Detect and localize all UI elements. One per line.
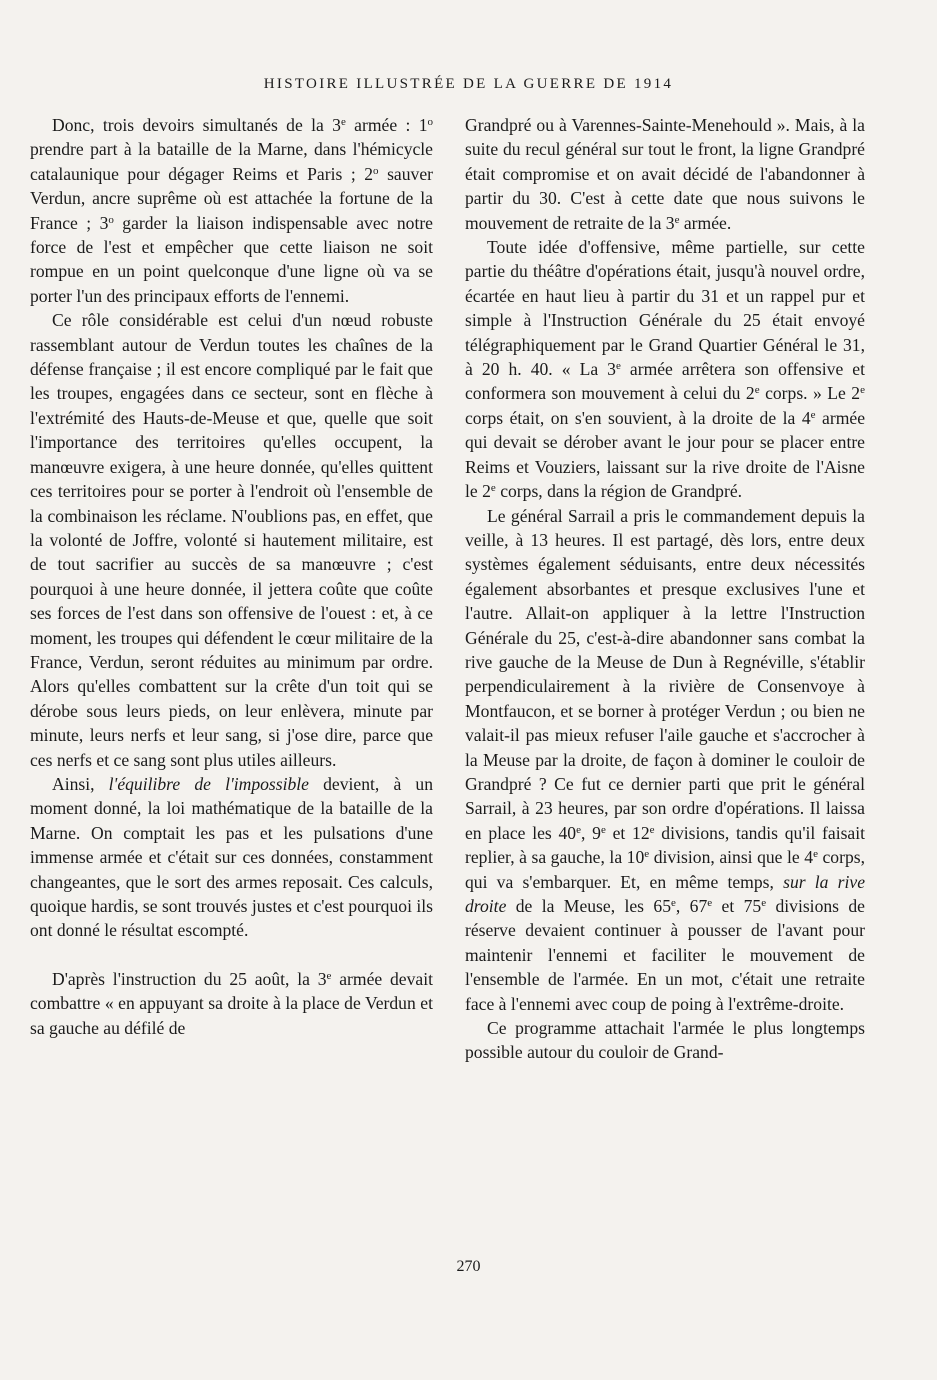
page-number: 270: [456, 1258, 481, 1275]
paragraph-three-duties: Donc, trois devoirs simultanés de la 3e armée : 1$^o$ prendre part à la bataille de la Marne, dans l'hémicycle catalaunique pour dégager Reims et Paris ; 2$^o$ sauver Verdun, ancre suprême où est attachée la fortune de la France ; 3$^o$ garder la liaison indispensable avec notre force de l'est et empêcher que cette liaison ne soit rompue en un point quelconque d'une ligne où va se porter l'un des principaux efforts de l'ennemi.: [30, 115, 434, 306]
paragraph-offensive: Toute idée d'offensive, même partielle, sur cette partie du théâtre d'opérations était, jusqu'à nouvel ordre, écartée en haut lieu à partir du 31 et un rappel pur et simple à l'Instruction Générale du 25 était envoyé télégraphiquement par le Grand Quartier Général le 31, à 20 h. 40. « La 3e armée arrêtera son offensive et conformera son mouvement à celui du 2e corps. » Le 2e corps était, on s'en souvient, à la droite de la 4e armée qui devait se dérober avant le jour pour se placer entre Reims et Vouziers, laissant sur la rive droite de l'Aisne le 2e corps, dans la région de Grandpré.: [465, 237, 865, 502]
right-column: [465, 113, 865, 1065]
paragraph-programme: Ce programme attachait l'armée le plus longtemps possible autour du couloir de Grand-: [465, 1018, 865, 1063]
paragraph-role-verdun: Ce rôle considérable est celui d'un nœud robuste rassemblant autour de Verdun toutes les chaînes de la défense française ; il est encore compliqué par le fait que les troupes, engagées dans ce secteur, sont en flèche à l'extrémité des Hauts-de-Meuse et que, quelle que soit l'importance des territoires qu'elles occupent, la manœuvre exigera, à une heure donnée, qu'elles quittent ces territoires pour se porter à l'endroit où l'ensemble de la combinaison les réclame. N'oublions pas, en effet, que la volonté de Joffre, volonté si hautement militaire, est de tout sacrifier au succès de sa manœuvre ; c'est pourquoi à une heure donnée, il jettera coûte que coûte ses forces de l'est dans son offensive de l'ouest : et, à ce moment, les troupes qui défendent le cœur militaire de la France, Verdun, seront réduites au minimum par ordre. Alors qu'elles combattent sur la crête d'un toit qui se dérobe sous leurs pieds, on leur enlèvera, minute par minute, leurs nerfs et leur sang, si j'ose dire, parce que ces nerfs et ce sang sont plus utiles ailleurs.: [30, 310, 433, 770]
paragraph-equilibrium: Ainsi, l'équilibre de l'impossible devient, à un moment donné, la loi mathématique de la bataille de la Marne. On comptait les pas et les pulsations d'une immense armée et c'était sur ces données, constamment changeantes, que le sort des armes reposait. Ces calculs, quoique hardis, se sont trouvés justes et c'est pourquoi ils ont donné le résultat escompté.: [30, 773, 433, 941]
running-header: HISTOIRE ILLUSTRÉE DE LA GUERRE DE 1914: [263, 76, 674, 92]
paragraph-instruction: D'après l'instruction du 25 août, la 3e armée devait combattre « en appuyant sa droite à la place de Verdun et sa gauche au défilé de: [30, 968, 433, 1038]
paragraph-sarrail: Le général Sarrail a pris le commandement depuis la veille, à 13 heures. Il est partagé, dès lors, entre deux systèmes également séduisants, entre deux nécessités également absorbantes et presque exclusives l'une et l'autre. Allait-on appliquer à la lettre l'Instruction Générale du 25, c'est-à-dire abandonner sans combat la rive gauche de la Meuse de Dun à Regnéville, s'établir perpendiculairement à la rivière de Consenvoye à Montfaucon, et se borner à protéger Verdun ; ou bien ne valait-il pas mieux refuser l'aile gauche et s'accrocher à la Meuse par la droite, de façon à dominer le couloir de Grandpré ? Ce fut ce dernier parti que prit le général Sarrail, à 23 heures, par son ordre d'opérations. Il laissa en place les 40e, 9e et 12e divisions, tandis qu'il faisait replier, à sa gauche, la 10e division, ainsi que le 4e corps, qui va s'embarquer. Et, en même temps, sur la rive droite de la Meuse, les 65e, 67e et 75e divisions de réserve devaient continuer à pousser de l'avant pour maintenir l'ennemi et faciliter le mouvement de l'ensemble de l'armée. En un mot, c'était une retraite face à l'ennemi avec coup de poing à l'extrême-droite.: [465, 505, 866, 1014]
paragraph-continuation: Grandpré ou à Varennes-Sainte-Menehould ». Mais, à la suite du recul général sur tout le front, la ligne Grandpré était compromise et on avait décidé de l'abandonner à partir du 30. C'est à cette date que nous suivons le mouvement de retraite de la 3e armée.: [465, 115, 865, 233]
left-column: [30, 113, 433, 1040]
